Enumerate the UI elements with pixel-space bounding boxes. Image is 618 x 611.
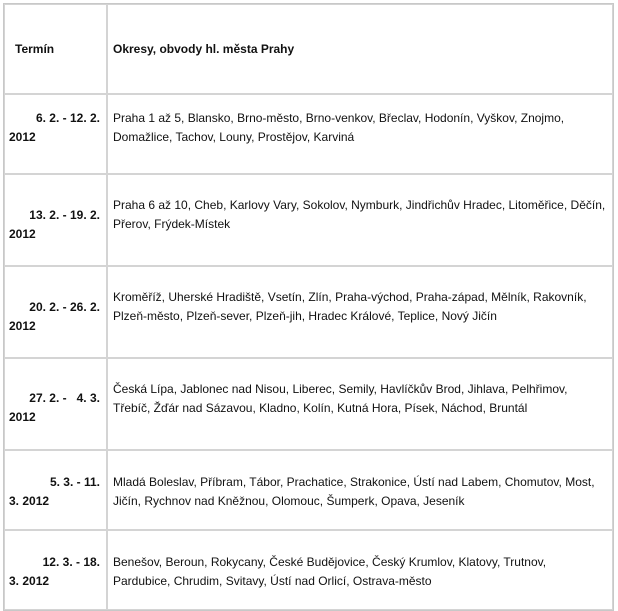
districts-cell: Praha 6 až 10, Cheb, Karlovy Vary, Sokolov, Nymburk, Jindřichův Hradec, Litoměřice, Děčín, Přerov, Frýdek-Místek xyxy=(107,174,613,266)
districts-cell: Kroměříž, Uherské Hradiště, Vsetín, Zlín, Praha-východ, Praha-západ, Mělník, Rakovník, Plzeň-město, Plzeň-sever, Plzeň-jih, Hradec Králové, Teplice, Nový Jičín xyxy=(107,266,613,358)
term-year: 2012 xyxy=(9,410,36,424)
header-term: Termín xyxy=(4,4,107,94)
term-year: 2012 xyxy=(9,319,36,333)
term-cell xyxy=(4,530,107,610)
term-year: 2012 xyxy=(9,130,36,144)
districts-cell: Česká Lípa, Jablonec nad Nisou, Liberec, Semily, Havlíčkův Brod, Jihlava, Pelhřimov, Třebíč, Žďár nad Sázavou, Kladno, Kolín, Kutná Hora, Písek, Náchod, Bruntál xyxy=(107,358,613,450)
term-cell xyxy=(4,450,107,530)
term-dates: 27. 2. - 4. 3. xyxy=(29,391,100,405)
table-row xyxy=(4,174,613,266)
table-row xyxy=(4,450,613,530)
schedule-table xyxy=(3,3,614,611)
term-dates: 13. 2. - 19. 2. xyxy=(29,208,100,222)
term-year: 2012 xyxy=(9,227,36,241)
term-dates: 6. 2. - 12. 2. xyxy=(35,111,100,125)
term-cell xyxy=(4,94,107,174)
header-districts: Okresy, obvody hl. města Prahy xyxy=(107,4,613,94)
term-cell xyxy=(4,174,107,266)
table-row xyxy=(4,266,613,358)
districts-cell: Mladá Boleslav, Příbram, Tábor, Prachatice, Strakonice, Ústí nad Labem, Chomutov, Most, Jičín, Rychnov nad Kněžnou, Olomouc, Šumperk, Opava, Jeseník xyxy=(107,450,613,530)
term-year: 3. 2012 xyxy=(9,574,50,588)
table-row xyxy=(4,94,613,174)
districts-cell: Praha 1 až 5, Blansko, Brno-město, Brno-venkov, Břeclav, Hodonín, Vyškov, Znojmo, Domažlice, Tachov, Louny, Prostějov, Karviná xyxy=(107,94,613,174)
table-row xyxy=(4,530,613,610)
header-row xyxy=(4,4,613,94)
term-year: 3. 2012 xyxy=(9,494,50,508)
term-dates: 12. 3. - 18. xyxy=(42,555,100,569)
districts-cell: Benešov, Beroun, Rokycany, České Budějovice, Český Krumlov, Klatovy, Trutnov, Pardubice, Chrudim, Svitavy, Ústí nad Orlicí, Ostrava-město xyxy=(107,530,613,610)
term-dates: 20. 2. - 26. 2. xyxy=(29,300,100,314)
term-cell xyxy=(4,266,107,358)
table-row xyxy=(4,358,613,450)
term-cell xyxy=(4,358,107,450)
term-dates: 5. 3. - 11. xyxy=(49,475,100,489)
